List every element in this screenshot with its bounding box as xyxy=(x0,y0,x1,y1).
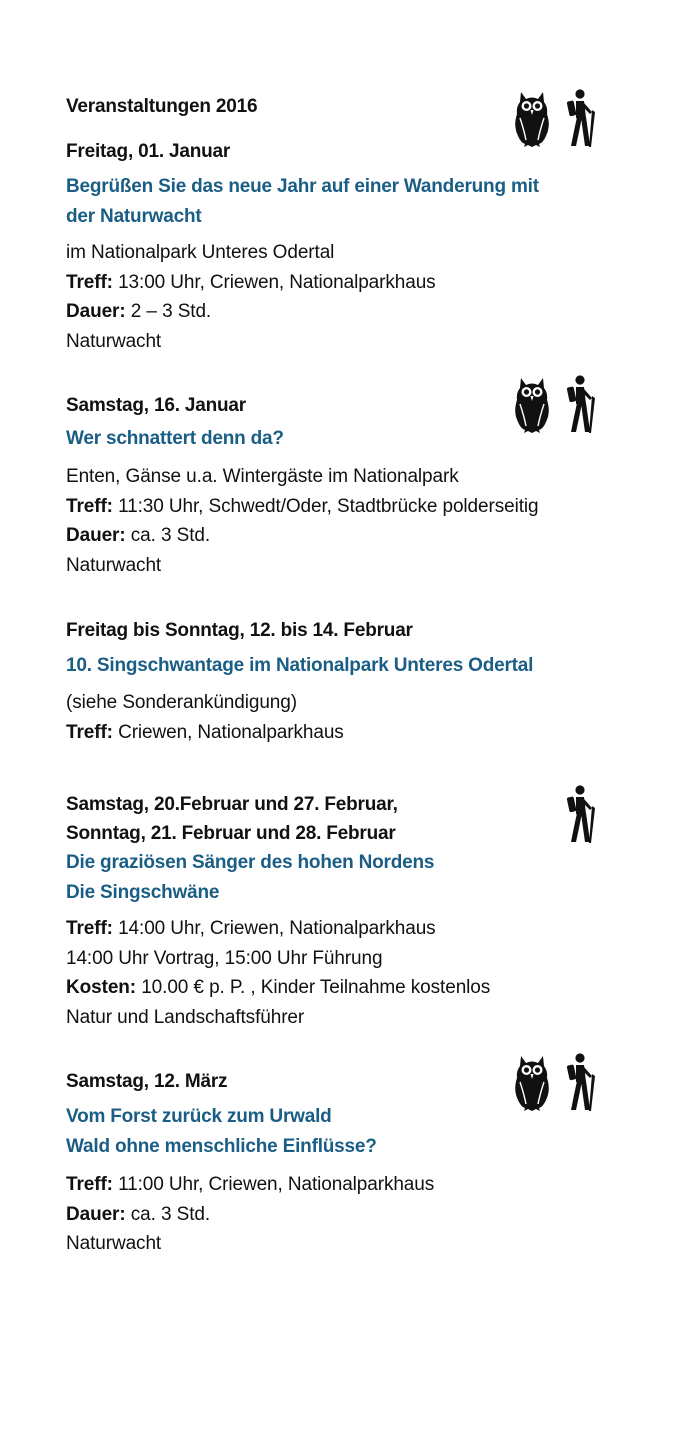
treff-value: Criewen, Nationalparkhaus xyxy=(112,721,344,743)
dauer-value: ca. 3 Std. xyxy=(125,1203,211,1225)
event-4-date xyxy=(66,790,398,848)
event-1-date: Freitag, 01. Januar xyxy=(66,141,231,162)
event-5-dauer xyxy=(66,1200,434,1230)
owl-icon xyxy=(512,1052,552,1112)
treff-label: Treff: xyxy=(66,1174,113,1195)
treff-value: 13:00 Uhr, Criewen, Nationalparkhaus xyxy=(112,271,436,293)
dauer-value: ca. 3 Std. xyxy=(125,525,211,546)
kosten-label: Kosten: xyxy=(66,977,137,998)
event-1-intro: im Nationalpark Unteres Odertal xyxy=(66,242,335,263)
event-3-treff xyxy=(66,718,344,748)
event-4-title-line: Die graziösen Sänger des hohen Nordens xyxy=(66,852,435,873)
event-1-dauer xyxy=(66,297,436,327)
event-5-title-line: Wald ohne menschliche Einflüsse? xyxy=(66,1136,377,1157)
event-2-title-line: Wer schnattert denn da? xyxy=(66,428,284,449)
event-4-kosten xyxy=(66,973,490,1003)
event-2-details xyxy=(66,462,538,580)
event-4-treff xyxy=(66,914,490,944)
treff-value: 14:00 Uhr, Criewen, Nationalparkhaus xyxy=(112,918,436,939)
event-4-organizer: Natur und Landschaftsführer xyxy=(66,1006,305,1028)
dauer-label: Dauer: xyxy=(66,525,126,546)
event-1-treff xyxy=(66,268,436,298)
hiker-icon xyxy=(562,88,602,148)
event-1-title-line: Begrüßen Sie das neue Jahr auf einer Wanderung mit xyxy=(66,176,539,197)
hiker-icon xyxy=(562,784,602,844)
event-2-intro: Enten, Gänse u.a. Wintergäste im Nationalpark xyxy=(66,466,459,487)
hiker-icon xyxy=(562,1052,602,1112)
event-4-extra: 14:00 Uhr Vortrag, 15:00 Uhr Führung xyxy=(66,947,383,969)
event-3-date: Freitag bis Sonntag, 12. bis 14. Februar xyxy=(66,620,413,641)
event-5-organizer: Naturwacht xyxy=(66,1233,162,1254)
treff-label: Treff: xyxy=(66,495,113,517)
event-3-details xyxy=(66,688,344,747)
event-1-title-line: der Naturwacht xyxy=(66,206,202,227)
event-3-title xyxy=(66,651,533,681)
event-5-title xyxy=(66,1102,377,1162)
event-4-title-line: Die Singschwäne xyxy=(66,882,220,903)
owl-icon xyxy=(512,88,552,148)
treff-label: Treff: xyxy=(66,271,113,293)
treff-label: Treff: xyxy=(66,721,113,743)
treff-value: 11:30 Uhr, Schwedt/Oder, Stadtbrücke polderseitig xyxy=(112,495,539,517)
event-3-intro: (siehe Sonderankündigung) xyxy=(66,692,297,713)
event-4-date-line: Sonntag, 21. Februar und 28. Februar xyxy=(66,823,396,844)
owl-icon xyxy=(512,374,552,434)
treff-value: 11:00 Uhr, Criewen, Nationalparkhaus xyxy=(112,1174,435,1195)
treff-label: Treff: xyxy=(66,918,113,939)
kosten-value: 10.00 € p. P. , Kinder Teilnahme kostenlos xyxy=(136,977,491,998)
event-2-organizer: Naturwacht xyxy=(66,554,162,576)
event-5-date: Samstag, 12. März xyxy=(66,1071,228,1092)
event-5-title-line: Vom Forst zurück zum Urwald xyxy=(66,1106,332,1127)
hiker-icon xyxy=(562,374,602,434)
event-2-treff xyxy=(66,492,538,522)
event-4-title xyxy=(66,848,434,908)
dauer-label: Dauer: xyxy=(66,1203,126,1225)
event-1-details xyxy=(66,238,436,356)
event-5-treff xyxy=(66,1170,434,1200)
event-2-date: Samstag, 16. Januar xyxy=(66,395,246,416)
event-4-date-line: Samstag, 20.Februar und 27. Februar, xyxy=(66,794,398,815)
event-5-details xyxy=(66,1170,434,1259)
dauer-label: Dauer: xyxy=(66,301,126,322)
page-title: Veranstaltungen 2016 xyxy=(66,96,258,117)
event-2-title xyxy=(66,424,284,454)
event-4-details xyxy=(66,914,490,1032)
event-2-dauer xyxy=(66,521,538,551)
dauer-value: 2 – 3 Std. xyxy=(125,301,212,322)
event-1-organizer: Naturwacht xyxy=(66,330,162,352)
event-1-title xyxy=(66,172,539,232)
event-3-title-line: 10. Singschwantage im Nationalpark Unteres Odertal xyxy=(66,655,534,676)
